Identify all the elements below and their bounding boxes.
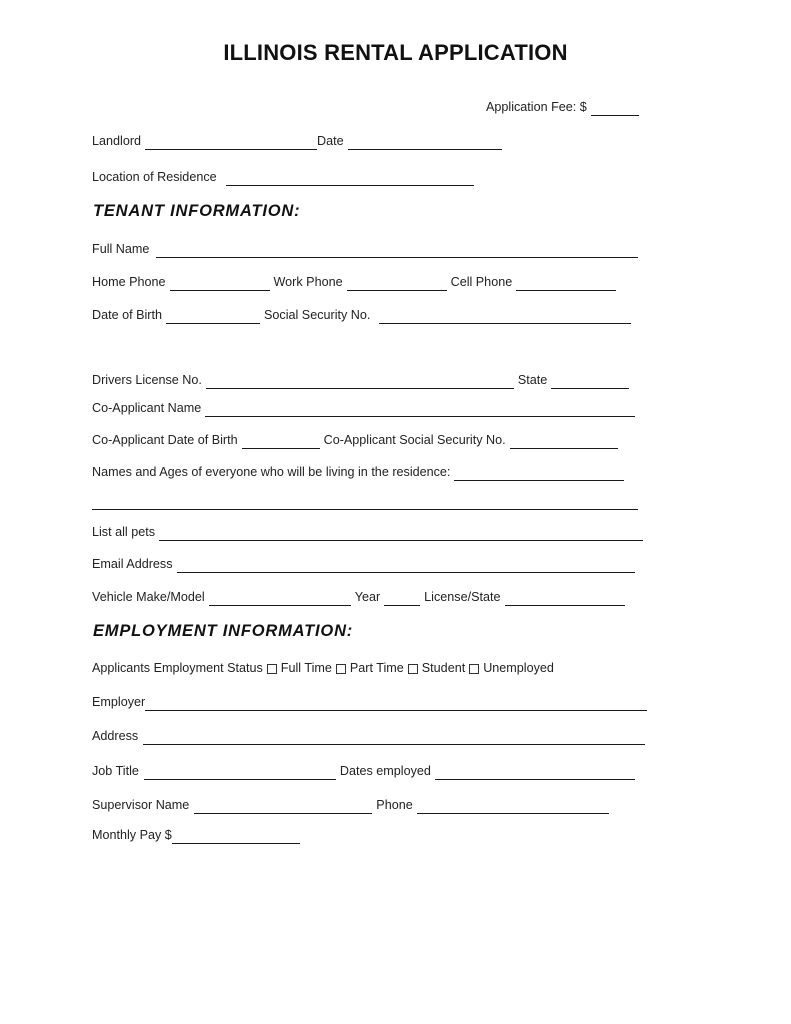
state-field[interactable]	[551, 374, 629, 389]
phone-label: Phone	[376, 798, 413, 812]
work-phone-label: Work Phone	[273, 275, 343, 289]
date-label: Date	[317, 134, 344, 148]
dob-label: Date of Birth	[92, 308, 162, 322]
occupants-label: Names and Ages of everyone who will be living in the residence:	[92, 465, 451, 479]
vehicle-field[interactable]	[209, 591, 351, 606]
pets-field[interactable]	[159, 526, 643, 541]
application-fee-field[interactable]	[591, 101, 639, 116]
co-applicant-dob-label: Co-Applicant Date of Birth	[92, 433, 238, 447]
dob-field[interactable]	[166, 309, 260, 324]
email-label: Email Address	[92, 557, 173, 571]
occupants-continuation-row	[92, 490, 651, 510]
occupants-field-continued[interactable]	[92, 495, 638, 510]
email-field[interactable]	[177, 558, 635, 573]
landlord-label: Landlord	[92, 134, 142, 148]
landlord-row	[92, 130, 651, 150]
full-name-row	[92, 238, 651, 258]
address-label: Address	[92, 729, 139, 743]
landlord-field[interactable]	[145, 135, 317, 150]
full-time-label: Full Time	[280, 661, 332, 675]
monthly-pay-label: Monthly Pay $	[92, 828, 172, 842]
student-label: Student	[421, 661, 466, 675]
ssn-field[interactable]	[379, 309, 631, 324]
date-field[interactable]	[348, 135, 502, 150]
ssn-label: Social Security No.	[264, 308, 371, 322]
drivers-license-field[interactable]	[206, 374, 514, 389]
tenant-information-heading: TENANT INFORMATION:	[93, 202, 301, 220]
license-state-label: License/State	[424, 590, 501, 604]
unemployed-checkbox[interactable]	[469, 664, 479, 674]
page-title: ILLINOIS RENTAL APPLICATION	[223, 40, 568, 65]
co-applicant-dob-field[interactable]	[242, 434, 320, 449]
dob-ssn-row	[92, 304, 651, 324]
pets-label: List all pets	[92, 525, 155, 539]
location-row	[92, 166, 651, 186]
application-fee-row	[486, 96, 639, 116]
phones-row	[92, 271, 651, 291]
co-applicant-dob-ssn-row	[92, 429, 651, 449]
vehicle-row	[92, 586, 651, 606]
unemployed-label: Unemployed	[483, 661, 554, 675]
cell-phone-field[interactable]	[516, 276, 616, 291]
co-applicant-ssn-field[interactable]	[510, 434, 618, 449]
supervisor-label: Supervisor Name	[92, 798, 190, 812]
employment-status-label: Applicants Employment Status	[92, 661, 263, 675]
full-name-field[interactable]	[156, 243, 638, 258]
address-row	[92, 725, 651, 745]
state-label: State	[517, 373, 548, 387]
vehicle-label: Vehicle Make/Model	[92, 590, 205, 604]
occupants-row	[92, 461, 651, 481]
location-label: Location of Residence	[92, 170, 217, 184]
full-name-label: Full Name	[92, 242, 150, 256]
employment-status-row	[92, 657, 651, 677]
co-applicant-name-field[interactable]	[205, 402, 635, 417]
part-time-label: Part Time	[349, 661, 404, 675]
drivers-license-label: Drivers License No.	[92, 373, 202, 387]
address-field[interactable]	[143, 730, 645, 745]
occupants-field[interactable]	[454, 466, 624, 481]
year-field[interactable]	[384, 591, 420, 606]
job-title-label: Job Title	[92, 764, 139, 778]
job-title-row	[92, 760, 651, 780]
employer-label: Employer	[92, 695, 146, 709]
cell-phone-label: Cell Phone	[450, 275, 513, 289]
monthly-pay-field[interactable]	[172, 829, 300, 844]
supervisor-row	[92, 794, 651, 814]
supervisor-phone-field[interactable]	[417, 799, 609, 814]
student-checkbox[interactable]	[408, 664, 418, 674]
full-time-checkbox[interactable]	[267, 664, 277, 674]
email-row	[92, 553, 651, 573]
dates-employed-field[interactable]	[435, 765, 635, 780]
home-phone-field[interactable]	[170, 276, 270, 291]
location-field[interactable]	[226, 171, 474, 186]
job-title-field[interactable]	[144, 765, 336, 780]
year-label: Year	[354, 590, 381, 604]
employment-information-heading: EMPLOYMENT INFORMATION:	[93, 622, 354, 640]
monthly-pay-row	[92, 824, 651, 844]
pets-row	[92, 521, 651, 541]
employer-row	[92, 691, 671, 711]
application-fee-label: Application Fee: $	[486, 100, 587, 114]
co-applicant-ssn-label: Co-Applicant Social Security No.	[323, 433, 506, 447]
home-phone-label: Home Phone	[92, 275, 166, 289]
part-time-checkbox[interactable]	[336, 664, 346, 674]
co-applicant-name-row	[92, 397, 651, 417]
co-applicant-name-label: Co-Applicant Name	[92, 401, 202, 415]
work-phone-field[interactable]	[347, 276, 447, 291]
employer-field[interactable]	[145, 696, 647, 711]
license-state-field[interactable]	[505, 591, 625, 606]
dates-employed-label: Dates employed	[339, 764, 431, 778]
supervisor-field[interactable]	[194, 799, 372, 814]
drivers-license-row	[92, 369, 651, 389]
